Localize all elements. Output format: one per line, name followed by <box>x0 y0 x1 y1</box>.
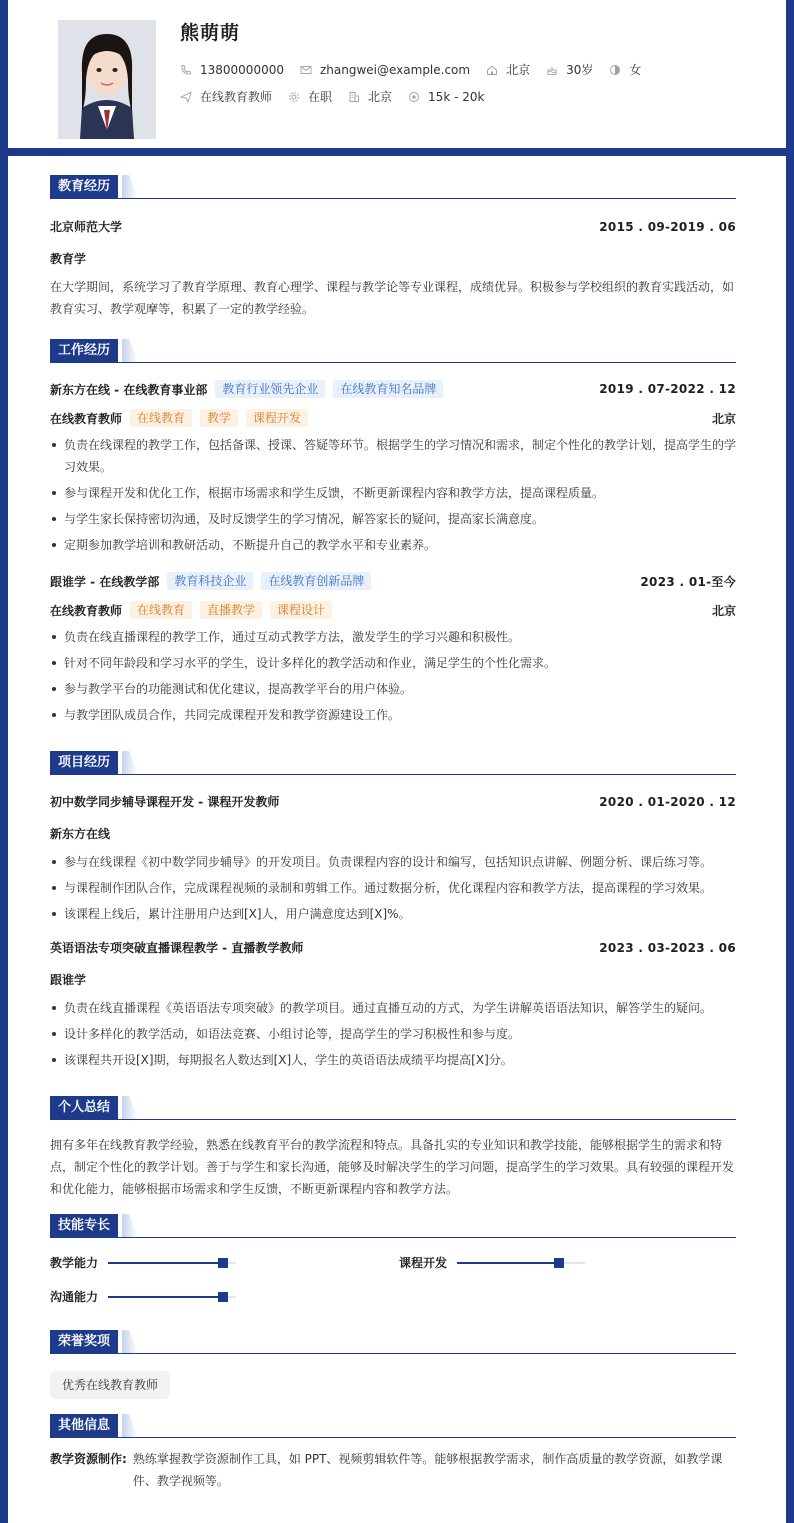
project-date: 2023 . 03-2023 . 06 <box>599 940 736 955</box>
other-key: 教学资源制作: <box>50 1452 127 1466</box>
header-card <box>8 0 786 148</box>
left-border <box>0 156 8 1523</box>
section-title-decoration <box>122 1414 138 1437</box>
cake-icon <box>546 64 558 76</box>
company-tag: 教育科技企业 <box>167 572 253 590</box>
company-tag: 在线教育创新品牌 <box>261 572 371 590</box>
company-name: 跟谁学 - 在线教学部 <box>50 574 160 589</box>
role-name: 在线教育教师 <box>50 603 123 618</box>
work-entry-2 <box>50 572 736 726</box>
skill-item <box>50 1254 236 1271</box>
skill-item <box>399 1254 585 1271</box>
other-section <box>50 1414 736 1492</box>
project-org-row <box>50 971 736 988</box>
list-item: 负责在线直播课程的教学工作，通过互动式教学方法，激发学生的学习兴趣和积极性。 <box>50 626 736 648</box>
skill-bar-fill <box>108 1262 223 1264</box>
section-title-decoration <box>122 339 138 362</box>
work-section <box>50 339 736 726</box>
list-item: 与课程制作团队合作，完成课程视频的录制和剪辑工作。通过数据分析，优化课程内容和教学方法，提高课程的学习效果。 <box>50 877 736 899</box>
award-badge: 优秀在线教育教师 <box>50 1371 170 1399</box>
section-title-decoration <box>122 1096 138 1119</box>
section-title-decoration <box>122 175 138 198</box>
skill-bar-knob <box>218 1292 228 1302</box>
skill-name: 课程开发 <box>399 1256 448 1270</box>
company-tag: 教育行业领先企业 <box>215 380 325 398</box>
skill-bar-knob <box>554 1258 564 1268</box>
section-title: 工作经历 <box>50 339 118 362</box>
list-item: 定期参加教学培训和教研活动，不断提升自己的教学水平和专业素养。 <box>50 534 736 556</box>
role-tag: 在线教育 <box>130 409 192 427</box>
education-description: 在大学期间，系统学习了教育学原理、教育心理学、课程与教学论等专业课程，成绩优异。积极参与学校组织的教育实践活动，如教育实习、教学观摩等，积累了一定的教学经验。 <box>50 280 735 316</box>
project-org: 新东方在线 <box>50 827 111 841</box>
section-header <box>50 1414 736 1438</box>
skill-bar-knob <box>218 1258 228 1268</box>
project-bullets <box>50 851 736 925</box>
section-title-decoration <box>122 1330 138 1353</box>
salary-item <box>408 90 484 104</box>
summary-text: 拥有多年在线教育教学经验，熟悉在线教育平台的教学流程和特点。具备扎实的专业知识和教学技能，能够根据学生的需求和特点，制定个性化的教学计划。善于与学生和家长沟通，能够及时解决学生的学习问题，提高学生的学习效果。具有较强的课程开发和优化能力，能够根据市场需求和学生反馈，不断更新课程内容和教学方法。 <box>50 1138 735 1196</box>
skill-bar <box>108 1262 236 1264</box>
section-header <box>50 1330 736 1354</box>
project-entry-2 <box>50 939 736 1071</box>
skill-bar-fill <box>457 1262 559 1264</box>
phone-item <box>180 63 284 77</box>
send-icon <box>180 91 192 103</box>
status-item <box>288 88 332 105</box>
section-header <box>50 175 736 199</box>
role-tag: 直播教学 <box>200 601 262 619</box>
project-title: 初中数学同步辅导课程开发 - 课程开发教师 <box>50 795 280 809</box>
work-bullets <box>50 626 736 726</box>
skill-item <box>50 1288 236 1305</box>
list-item: 设计多样化的教学活动，如语法竞赛、小组讨论等，提高学生的学习积极性和参与度。 <box>50 1023 736 1045</box>
project-title: 英语语法专项突破直播课程教学 - 直播教学教师 <box>50 941 304 955</box>
awards-list <box>50 1371 736 1399</box>
project-org: 跟谁学 <box>50 973 87 987</box>
email-text: zhangwei@example.com <box>319 62 471 77</box>
section-title: 教育经历 <box>50 175 118 198</box>
section-header <box>50 339 736 363</box>
projects-section <box>50 751 736 1071</box>
awards-section <box>50 1330 736 1399</box>
work-city: 北京 <box>711 603 736 618</box>
job-target-item <box>180 88 272 105</box>
job-target-text: 在线教育教师 <box>200 90 273 104</box>
age-text: 30岁 <box>566 63 594 77</box>
role-tag: 在线教育 <box>130 601 192 619</box>
work-role-row <box>50 409 736 427</box>
skill-bar-fill <box>108 1296 223 1298</box>
section-title: 项目经历 <box>50 751 118 774</box>
work-bullets <box>50 434 736 556</box>
company-name: 新东方在线 - 在线教育事业部 <box>50 382 208 397</box>
work-date: 2019 . 07-2022 . 12 <box>599 382 736 396</box>
education-section <box>50 175 736 320</box>
list-item: 参与在线课程《初中数学同步辅导》的开发项目。负责课程内容的设计和编写，包括知识点讲解、例题分析、课后练习等。 <box>50 851 736 873</box>
gear-icon <box>288 91 300 103</box>
skill-name: 沟通能力 <box>50 1290 99 1304</box>
project-org-row <box>50 825 736 842</box>
list-item: 负责在线课程的教学工作，包括备课、授课、答疑等环节。根据学生的学习情况和需求，制定个性化的教学计划，提高学生的学习效果。 <box>50 434 736 478</box>
gender-icon <box>609 64 621 76</box>
section-title: 技能专长 <box>50 1214 118 1237</box>
avatar-illustration <box>58 20 156 139</box>
project-bullets <box>50 997 736 1071</box>
list-item: 参与教学平台的功能测试和优化建议，提高教学平台的用户体验。 <box>50 678 736 700</box>
right-border <box>786 156 794 1523</box>
skill-bar <box>108 1296 236 1298</box>
list-item: 该课程上线后，累计注册用户达到[X]人，用户满意度达到[X]%。 <box>50 903 736 925</box>
salary-text: 15k - 20k <box>428 89 485 104</box>
school-name: 北京师范大学 <box>50 220 123 234</box>
work-company-row <box>50 380 736 398</box>
section-header <box>50 751 736 775</box>
candidate-name: 熊萌萌 <box>180 22 241 44</box>
list-item: 与教学团队成员合作，共同完成课程开发和教学资源建设工作。 <box>50 704 736 726</box>
role-tag: 教学 <box>200 409 238 427</box>
role-group <box>50 409 308 427</box>
major-name: 教育学 <box>50 252 87 266</box>
role-group <box>50 601 332 619</box>
section-title-decoration <box>122 751 138 774</box>
company-group <box>50 380 443 398</box>
other-value: 熟练掌握教学资源制作工具，如 PPT、视频剪辑软件等。能够根据教学需求，制作高质量的教学资源，如教学课件、教学视频等。 <box>132 1452 723 1488</box>
summary-section <box>50 1096 736 1200</box>
email-item <box>300 63 470 77</box>
work-city: 北京 <box>711 411 736 426</box>
company-group <box>50 572 371 590</box>
skill-bar <box>457 1262 585 1264</box>
target-city-item <box>348 88 392 105</box>
coin-icon <box>408 91 420 103</box>
gender-item <box>609 61 641 78</box>
work-role-row <box>50 601 736 619</box>
section-header <box>50 1214 736 1238</box>
work-entry-1 <box>50 380 736 556</box>
project-title-row <box>50 793 736 810</box>
avatar <box>58 20 156 139</box>
work-date: 2023 . 01-至今 <box>640 574 736 589</box>
list-item: 与学生家长保持密切沟通，及时反馈学生的学习情况，解答家长的疑问，提高家长满意度。 <box>50 508 736 530</box>
section-title: 其他信息 <box>50 1414 118 1437</box>
education-header <box>50 218 736 235</box>
company-tag: 在线教育知名品牌 <box>333 380 443 398</box>
project-title-row <box>50 939 736 956</box>
list-item: 针对不同年龄段和学习水平的学生，设计多样化的教学活动和作业，满足学生的个性化需求。 <box>50 652 736 674</box>
skill-name: 教学能力 <box>50 1256 99 1270</box>
project-entry-1 <box>50 793 736 925</box>
work-company-row <box>50 572 736 590</box>
section-title: 荣誉奖项 <box>50 1330 118 1353</box>
role-tag: 课程设计 <box>270 601 332 619</box>
section-title-decoration <box>122 1214 138 1237</box>
list-item: 该课程共开设[X]期，每期报名人数达到[X]人，学生的英语语法成绩平均提高[X]分。 <box>50 1049 736 1071</box>
section-header <box>50 1096 736 1120</box>
list-item: 负责在线直播课程《英语语法专项突破》的教学项目。通过直播互动的方式，为学生讲解英语语法知识，解答学生的疑问。 <box>50 997 736 1019</box>
role-tag: 课程开发 <box>246 409 308 427</box>
education-date: 2015 . 09-2019 . 06 <box>599 219 736 234</box>
resume-body <box>50 156 736 1492</box>
phone-text: 13800000000 <box>200 62 284 77</box>
location-text: 北京 <box>506 63 531 77</box>
other-item <box>50 1448 736 1492</box>
contact-row <box>180 61 657 78</box>
location-item <box>486 61 530 78</box>
status-text: 在职 <box>308 90 333 104</box>
home-icon <box>486 64 498 76</box>
skills-section <box>50 1214 736 1330</box>
header-band <box>0 0 794 156</box>
role-name: 在线教育教师 <box>50 411 123 426</box>
job-intent-row <box>180 88 500 105</box>
mail-icon <box>300 64 312 76</box>
building-icon <box>348 91 360 103</box>
list-item: 参与课程开发和优化工作，根据市场需求和学生反馈，不断更新课程内容和教学方法，提高课程质量。 <box>50 482 736 504</box>
gender-text: 女 <box>629 63 642 77</box>
major-row <box>50 250 736 267</box>
target-city-text: 北京 <box>368 90 393 104</box>
age-item <box>546 61 593 78</box>
project-date: 2020 . 01-2020 . 12 <box>599 794 736 809</box>
phone-icon <box>180 64 192 76</box>
section-title: 个人总结 <box>50 1096 118 1119</box>
